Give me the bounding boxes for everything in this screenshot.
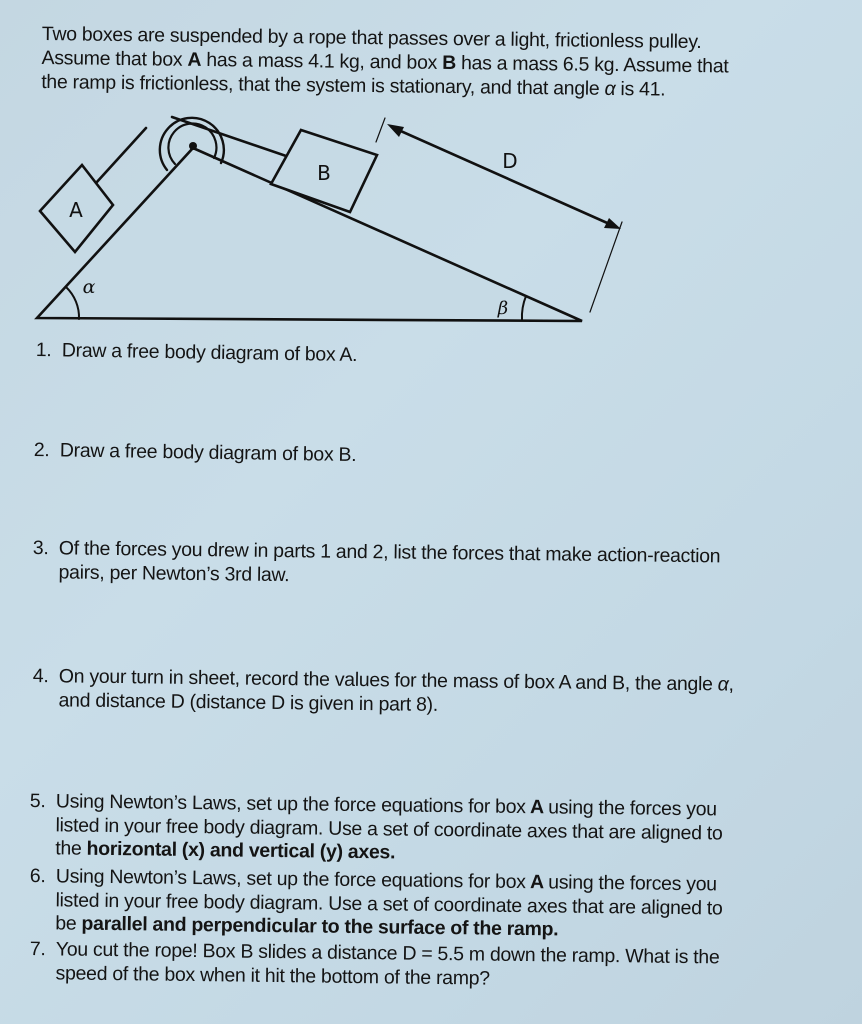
question-2-text: Draw a free body diagram of box B.	[59, 439, 357, 467]
question-3-line-2: pairs, per Newton’s 3rd law.	[58, 560, 290, 586]
arrowhead-bottom	[604, 218, 621, 229]
question-7-number: 7.	[29, 938, 46, 961]
question-4	[32, 665, 833, 722]
question-3-line-1: Of the forces you drew in parts 1 and 2, list the forces that make action-reaction	[58, 537, 721, 568]
question-1-text: Draw a free body diagram of box A.	[61, 339, 358, 367]
box-a-label: A	[69, 198, 83, 222]
question-6	[29, 865, 830, 945]
question-6-line-1: Using Newton’s Laws, set up the force equations for box A using the forces you	[55, 865, 717, 896]
question-6-line-3: be parallel and perpendicular to the surface of the ramp.	[55, 912, 559, 941]
ramp-pulley-diagram	[0, 0, 862, 340]
question-2-number: 2.	[33, 439, 50, 462]
question-4-line-2: and distance D (distance D is given in part 8).	[58, 688, 439, 716]
distance-extension-bottom	[590, 222, 622, 312]
box-b-label: B	[317, 161, 331, 185]
question-3-number: 3.	[32, 537, 49, 560]
angle-beta-label: β	[497, 298, 509, 319]
question-6-number: 6.	[29, 865, 46, 888]
question-4-line-1: On your turn in sheet, record the values for the mass of box A and B, the angle α,	[58, 665, 734, 696]
question-5-number: 5.	[29, 790, 46, 813]
question-4-number: 4.	[32, 665, 49, 688]
question-5-line-3: the horizontal (x) and vertical (y) axes.	[55, 837, 396, 864]
question-5-line-2: listed in your free body diagram. Use a set of coordinate axes that are aligned to	[55, 813, 723, 844]
question-1-number: 1.	[35, 339, 52, 362]
question-7-line-2: speed of the box when it hit the bottom of the ramp?	[55, 961, 490, 990]
distance-arrow	[394, 128, 614, 226]
question-5	[29, 790, 830, 870]
angle-alpha-label: α	[82, 276, 96, 298]
distance-extension-top	[376, 118, 385, 142]
intro-line-2-text: Assume that box A has a mass 4.1 kg, and box B has a mass 6.5 kg. Assume that	[41, 46, 729, 78]
question-5-line-1: Using Newton’s Laws, set up the force equations for box A using the forces you	[55, 790, 717, 821]
intro-line-3-text: the ramp is frictionless, that the system is stationary, and that angle α is 41.	[41, 70, 666, 101]
distance-label: D	[502, 149, 518, 173]
question-2	[34, 439, 634, 472]
rope-segment-a	[96, 128, 146, 183]
question-7-line-1: You cut the rope! Box B slides a distance D = 5.5 m down the ramp. What is the	[55, 938, 720, 969]
intro-line-1-text: Two boxes are suspended by a rope that passes over a light, frictionless pulley.	[41, 22, 702, 54]
question-1	[36, 339, 636, 372]
arrowhead-top	[387, 124, 404, 137]
question-3	[32, 537, 833, 594]
question-6-line-2: listed in your free body diagram. Use a set of coordinate axes that are aligned to	[55, 888, 723, 919]
question-7	[29, 938, 830, 995]
